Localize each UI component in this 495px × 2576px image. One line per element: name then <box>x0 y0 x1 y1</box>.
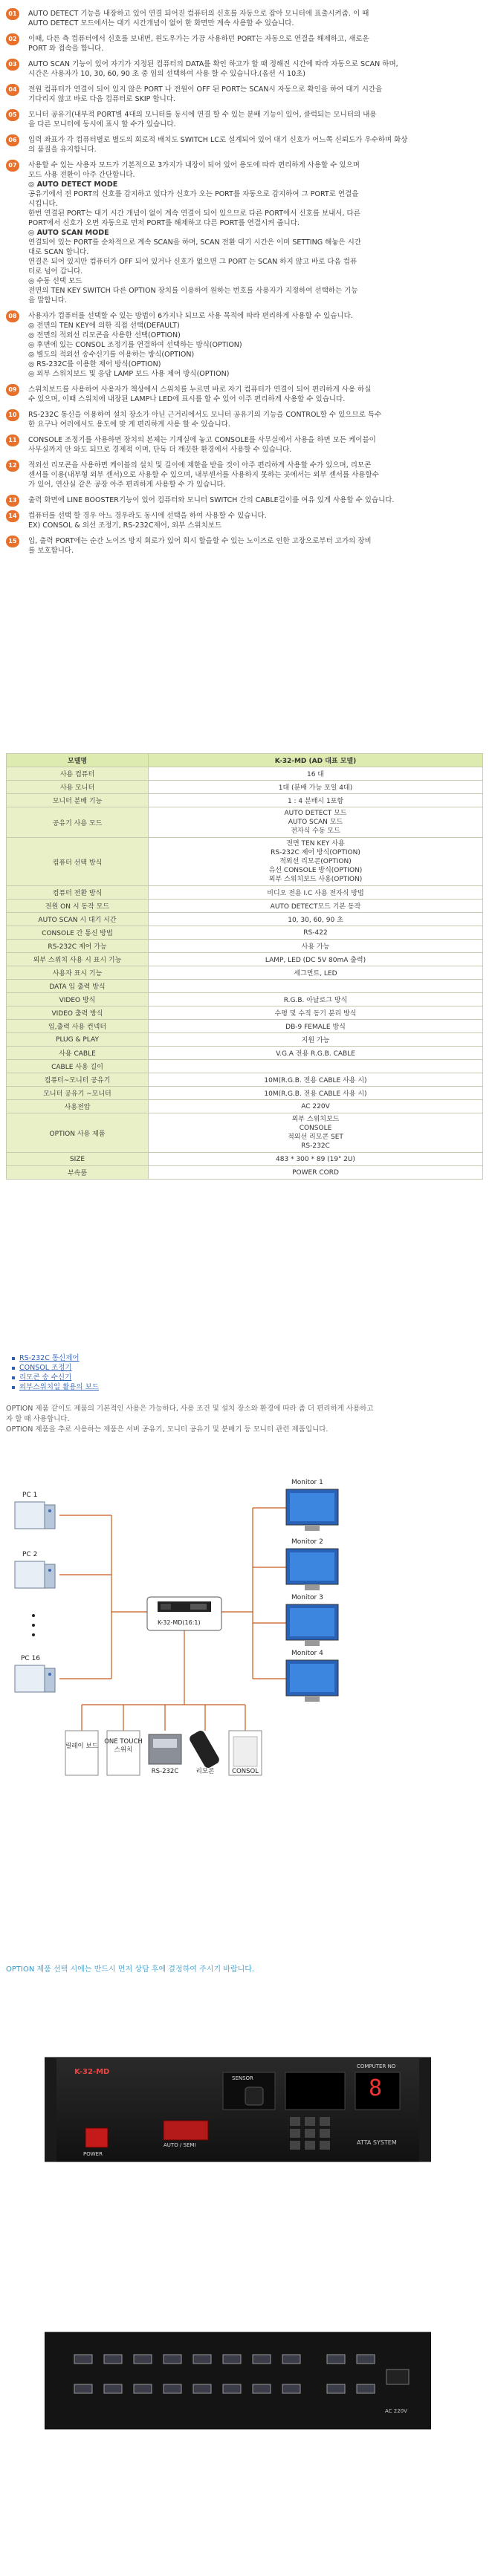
spec-row <box>7 767 483 781</box>
feature-text: ◎ 전면의 TEN KEY에 의한 직접 선택(DEFAULT) <box>28 322 180 330</box>
feature-text: 대로 SCAN 합니다. <box>28 248 89 256</box>
feature-number-badge: 11 <box>6 435 19 446</box>
feature-text: 가 있어, 연산실 같은 공장 아주 편리하게 사용할 수 가 있습니다. <box>28 481 226 489</box>
monitor-2-icon <box>286 1549 338 1590</box>
option-intro <box>6 1404 489 1435</box>
spec-label: RS-232C 제어 가능 <box>7 940 149 953</box>
monitor-1-icon <box>286 1489 338 1531</box>
option-note: OPTION 제품 선택 시에는 반드시 먼저 상담 후에 결정하여 주시기 바랍니다. <box>6 1965 255 1974</box>
spec-row <box>7 1073 483 1087</box>
spec-value-line: CONSOLE <box>299 1125 332 1132</box>
spec-row <box>7 807 483 838</box>
spec-row <box>7 781 483 794</box>
front-panel-photo <box>45 2050 431 2169</box>
link-rs232c[interactable]: RS-232C 통신제어 <box>10 1353 99 1363</box>
spec-table <box>6 753 483 1180</box>
feature-text: 출력 화면에 LINE BOOSTER기능이 있어 컴퓨터와 모니터 SWITCH 간의 CABLE길이를 여유 있게 사용할 수 있습니다. <box>28 496 395 504</box>
feature-text: ◎ 수동 선택 모드 <box>28 277 82 285</box>
feature-number-badge: 15 <box>6 536 19 547</box>
monitor-4-label: Monitor 4 <box>291 1650 323 1657</box>
feature-text: 모드 사용 전환이 아주 간단합니다. <box>28 171 135 179</box>
spec-value-line: POWER CORD <box>292 1168 339 1177</box>
spec-label: 사용전압 <box>7 1100 149 1113</box>
spec-label: CABLE 사용 길이 <box>7 1060 149 1073</box>
spec-row <box>7 1087 483 1100</box>
rs232c-label: RS-232C <box>151 1768 179 1775</box>
spec-value <box>149 1073 483 1087</box>
feature-text: CONSOLE 조정기를 사용하면 장치의 본체는 기계실에 놓고 CONSOLE를 사무실에서 사용을 하면 모든 케이블이 <box>28 436 376 444</box>
spec-row <box>7 838 483 886</box>
spec-value-line: 16 대 <box>306 771 324 778</box>
option-link-list <box>10 1353 99 1392</box>
spec-value-line: 세그먼트, LED <box>294 970 337 978</box>
spec-value <box>149 966 483 980</box>
feature-number-badge: 08 <box>6 310 19 322</box>
feature-text: EX) CONSOL & 외선 조정기, RS-232C제어, 외부 스위치보드 <box>28 521 222 530</box>
spec-row <box>7 1153 483 1166</box>
spec-value-line: 지원 가능 <box>301 1037 330 1044</box>
feature-number-badge: 12 <box>6 460 19 472</box>
monitor-4-icon <box>286 1660 338 1702</box>
feature-text: 입, 출력 PORT에는 순간 노이즈 방지 회로가 있어 회시 할을할 수 있는 노이즈로 인한 고장으로부터 고가의 장비 <box>28 537 372 545</box>
spec-row <box>7 1020 483 1033</box>
spec-value-line: 10M(R.G.B. 전용 CABLE 사용 시) <box>264 1077 367 1084</box>
spec-label: 전원 ON 시 동작 모드 <box>7 900 149 913</box>
feature-list <box>0 0 495 556</box>
feature-number-badge: 05 <box>6 109 19 121</box>
feature-number-badge: 14 <box>6 510 19 522</box>
spec-value-line: V.G.A 전용 R.G.B. CABLE <box>276 1050 355 1058</box>
spec-value-line: 사용 가능 <box>301 943 330 951</box>
front-brand: ATTA SYSTEM <box>357 2139 397 2146</box>
spec-value-line: 수평 및 수직 동기 분리 방식 <box>274 1010 357 1018</box>
spec-label: AUTO SCAN 시 대기 시간 <box>7 913 149 926</box>
spec-value-line: RS-232C 제어 방식(OPTION) <box>271 849 360 856</box>
feature-item <box>0 311 495 379</box>
link-consol[interactable]: CONSOL 조정기 <box>10 1363 99 1373</box>
feature-text: ◎ 후면에 있는 CONSOL 조정기를 연결하여 선택하는 방식(OPTION) <box>28 341 242 349</box>
spec-value <box>149 1087 483 1100</box>
spec-row <box>7 1166 483 1180</box>
pc-1-label: PC 1 <box>22 1492 38 1499</box>
feature-text: 수 있으며, 이때 스위치에 내장된 LAMP나 LED에 표시를 할 수 있어 이주 편리하게 사용할 수 있습니다. <box>28 395 346 403</box>
feature-text: 을 말합니다. <box>28 296 67 305</box>
link-remote[interactable]: 리모콘 송 수신기 <box>10 1373 99 1382</box>
feature-item <box>0 9 495 28</box>
spec-value <box>149 1060 483 1073</box>
feature-text: ◎ 전면의 적외선 리모콘을 사용한 선택(OPTION) <box>28 331 181 339</box>
feature-number-badge: 02 <box>6 33 19 45</box>
feature-item <box>0 385 495 404</box>
feature-item <box>0 135 495 155</box>
spec-label: 사용자 표시 기능 <box>7 966 149 980</box>
feature-text: 시킵니다. <box>28 200 58 208</box>
feature-text: 시간은 사용자가 10, 30, 60, 90 초 중 임의 선택하여 사용 할 수 있습니다.(옵션 시 10초) <box>28 70 306 78</box>
spec-label: VIDEO 방식 <box>7 993 149 1006</box>
spec-value <box>149 838 483 886</box>
pc-16-icon <box>15 1665 55 1692</box>
spec-value-line: 유선 CONSOLE 방식(OPTION) <box>268 867 363 874</box>
spec-row <box>7 886 483 900</box>
spec-value <box>149 940 483 953</box>
spec-label: PLUG & PLAY <box>7 1033 149 1047</box>
spec-value <box>149 886 483 900</box>
spec-label: 사용 컴퓨터 <box>7 767 149 781</box>
feature-text: AUTO DETECT 기능을 내장하고 있어 연결 되어진 컴퓨터의 신호를 자동으로 잡아 모니터에 표출시켜줌. 이 때 <box>28 10 369 18</box>
kvm-unit-label: K-32-MD(16:1) <box>158 1619 201 1626</box>
spec-label: 입,출력 사용 컨넥터 <box>7 1020 149 1033</box>
spec-row <box>7 980 483 993</box>
front-model: K-32-MD <box>74 2068 110 2076</box>
remote-label: 리모콘 <box>195 1768 215 1775</box>
spec-value-line: AUTO DETECT모드 기본 동작 <box>270 903 361 911</box>
spec-label: 컴퓨터 전환 방식 <box>7 886 149 900</box>
rear-panel-photo <box>45 2325 431 2436</box>
spec-label: 모니터 공유기 ~모니터 <box>7 1087 149 1100</box>
remote-control-icon <box>188 1729 221 1769</box>
spec-value <box>149 993 483 1006</box>
front-computer-no-label: COMPUTER NO <box>357 2063 396 2069</box>
feature-item <box>0 410 495 429</box>
spec-value <box>149 913 483 926</box>
monitor-3-label: Monitor 3 <box>291 1594 323 1601</box>
feature-text: ◎ 별도의 적외선 송수신기를 이용하는 방식(OPTION) <box>28 351 195 359</box>
feature-text: 사용할 수 있는 사용자 모드가 기본적으로 3가지가 내장이 되어 있어 용도에 따라 편리하게 사용할 수 있으며 <box>28 161 360 169</box>
spec-row <box>7 794 483 807</box>
feature-text: 입력 좌표가 각 컴퓨터별로 별도의 회로적 배치도 SWITCH LC로 설계되어 있어 대기 신호가 어느쪽 신뢰도가 우수하며 화상 <box>28 136 408 144</box>
spec-row <box>7 940 483 953</box>
spec-value-line: 적외선 리모콘 SET <box>288 1133 343 1141</box>
spec-label: 모니터 분배 기능 <box>7 794 149 807</box>
spec-value-line: 전자식 수동 모드 <box>291 827 340 835</box>
feature-text: 모니터 공유기(내부적 PORT별 4대의 모니터를 동시에 연결 할 수 있는 분배 기능이 있어, 클럭되는 모니터의 내용 <box>28 111 377 119</box>
spec-value <box>149 953 483 966</box>
feature-text: ◎ 외부 스위치보드 및 응답 LAMP 보드 사용 제어 방식(OPTION) <box>28 370 230 378</box>
feature-text: PORT에서 신호가 오면 자동으로 먼저 PORT를 해제하고 다른 PORT를 연결시켜 줍니다. <box>28 219 300 227</box>
spec-row <box>7 926 483 940</box>
feature-number-badge: 01 <box>6 8 19 20</box>
feature-item <box>0 536 495 556</box>
relay-board-icon <box>65 1731 98 1775</box>
feature-number-badge: 13 <box>6 495 19 507</box>
intro-line: OPTION 제품 같이도 제품의 기본적인 사용은 가능하다, 사용 조건 및 설치 장소와 환경에 따라 좀 더 편리하게 사용하고 <box>6 1405 374 1413</box>
monitor-2-label: Monitor 2 <box>291 1538 323 1546</box>
spec-label: 사용 CABLE <box>7 1047 149 1060</box>
feature-text: ◎ AUTO SCAN MODE <box>28 229 109 237</box>
feature-text: 터로 넘어 갑니다. <box>28 267 83 276</box>
feature-text: RS-232C 통신을 이용하여 설치 장소가 아닌 근거리에서도 모니터 공유기의 기능을 CONTROL할 수 있으므로 특수 <box>28 411 382 419</box>
link-switch-board[interactable]: 외부스위치일 활용의 보드 <box>10 1382 99 1392</box>
pc-2-label: PC 2 <box>22 1551 38 1558</box>
spec-row <box>7 913 483 926</box>
feature-number-badge: 04 <box>6 84 19 96</box>
intro-line: OPTION 제품을 추로 사용하는 제품은 서버 공유기, 모니터 공유기 및 분배기 등 모니터 관련 제품입니다. <box>6 1425 329 1434</box>
consol-label: CONSOL <box>232 1768 259 1775</box>
rs232c-icon <box>149 1734 181 1764</box>
spec-value-line: AUTO DETECT 모드 <box>284 810 347 817</box>
feature-text: 센서를 이용(내부형 외부 센서)으로 사용할 수 있으며, 내부센서를 사용하지 못하는 곳에서는 외부 센서를 사용할수 <box>28 471 379 479</box>
spec-value-line: 적외선 리모콘(OPTION) <box>279 858 352 865</box>
spec-row <box>7 900 483 913</box>
spec-row <box>7 1060 483 1073</box>
feature-text: 기다리지 않고 바로 다음 컴퓨터로 SKIP 합니다. <box>28 95 175 103</box>
spec-header-model: K-32-MD (AD 대표 모델) <box>149 754 483 767</box>
feature-text: 한 요구나 여러에서도 용도에 맞 게 편리하게 사용 할 수 있습니다. <box>28 420 230 429</box>
feature-text: 공유기에서 전 PORT의 신호를 감지하고 있다가 신호가 오는 PORT를 자동으로 감지하여 그 PORT로 연결을 <box>28 190 359 198</box>
feature-text: 사용자가 컴퓨터를 선택할 수 있는 방법이 6가지나 되므로 사용 목적에 따라 편리하게 사용할 수 있습니다. <box>28 312 353 320</box>
monitor-1-label: Monitor 1 <box>291 1479 323 1486</box>
feature-text: 사무실까지 안 와도 되므로 경제적 이며, 단독 더 깨끗한 환경에서 사용할 수 있습니다. <box>28 446 292 454</box>
spec-value-line: 10, 30, 60, 90 초 <box>288 917 343 924</box>
spec-value-line: 비디오 전용 I.C 사용 전자식 방법 <box>267 890 364 897</box>
spec-value-line: 1대 (분배 가능 포일 4대) <box>278 784 353 792</box>
spec-value-line: RS-232C <box>301 1142 330 1150</box>
spec-value <box>149 1033 483 1047</box>
feature-text: 컴퓨터를 선택 할 경우 아느 경우라도 동시에 선택을 하여 사용할 수 있습니다. <box>28 512 267 520</box>
dots-icon <box>32 1614 35 1636</box>
spec-row <box>7 1006 483 1020</box>
spec-row <box>7 966 483 980</box>
feature-text: 연결은 되어 있지만 컴퓨터가 OFF 되어 있거나 신호가 없으면 그 PORT 는 SCAN 하지 않고 바로 다음 컴퓨 <box>28 258 358 266</box>
feature-item <box>0 110 495 129</box>
spec-value <box>149 1166 483 1180</box>
spec-header-row <box>7 754 483 767</box>
feature-item <box>0 461 495 489</box>
spec-label: DATA 입 출력 방식 <box>7 980 149 993</box>
spec-label: 부속품 <box>7 1166 149 1180</box>
feature-item <box>0 511 495 530</box>
spec-value <box>149 900 483 913</box>
feature-text: 스위치보드를 사용하여 사용자가 책상에서 스위치를 누르면 바로 자기 컴퓨터가 연결이 되어 편리하게 사용 하실 <box>28 386 372 394</box>
pc-1-icon <box>15 1502 55 1529</box>
front-sensor-label: SENSOR <box>232 2075 253 2081</box>
spec-label: 공유기 사용 모드 <box>7 807 149 838</box>
spec-value-line: LAMP, LED (DC 5V 80mA 출력) <box>265 957 366 964</box>
spec-label: VIDEO 출력 방식 <box>7 1006 149 1020</box>
rear-ac-label: AC 220V <box>385 2408 407 2414</box>
intro-line: 자 할 때 사용합니다. <box>6 1415 70 1423</box>
spec-row <box>7 953 483 966</box>
spec-value-line: 1 : 4 분배시 1포함 <box>287 798 344 805</box>
spec-label: 컴퓨터~모니터 공유기 <box>7 1073 149 1087</box>
feature-item <box>0 34 495 53</box>
spec-value-line: 전면 TEN KEY 사용 <box>286 840 345 848</box>
feature-number-badge: 09 <box>6 384 19 396</box>
spec-row <box>7 1047 483 1060</box>
spec-value <box>149 1047 483 1060</box>
front-segment-display: 8 <box>369 2075 383 2101</box>
spec-value <box>149 1006 483 1020</box>
feature-item <box>0 85 495 104</box>
spec-label: 사용 모니터 <box>7 781 149 794</box>
monitor-3-icon <box>286 1604 338 1646</box>
feature-text: 연결되어 있는 PORT를 순차적으로 계속 SCAN을 하며, SCAN 전환 대기 시간은 이미 SETTING 해놓은 시간 <box>28 238 361 247</box>
spec-label: SIZE <box>7 1153 149 1166</box>
feature-number-badge: 03 <box>6 59 19 71</box>
pc-2-icon <box>15 1561 55 1588</box>
feature-text: 적외선 리모콘을 사용하면 케이블의 설치 및 길이에 제한을 받을 것이 아주 편리하게 사용할 수가 있으며, 리모콘 <box>28 461 372 469</box>
spec-value-line: 483 * 300 * 89 (19" 2U) <box>276 1155 355 1163</box>
spec-value <box>149 1020 483 1033</box>
feature-number-badge: 06 <box>6 134 19 146</box>
feature-text: 한번 연결된 PORT는 대기 시간 개념이 없이 계속 연결이 되어 있으므로 다른 PORT에서 신호를 보내서, 다른 <box>28 209 360 218</box>
spec-label: CONSOLE 간 통신 방법 <box>7 926 149 940</box>
spec-value <box>149 807 483 838</box>
spec-value-line: DB-9 FEMALE 방식 <box>285 1024 346 1031</box>
spec-value <box>149 794 483 807</box>
feature-text: ◎ AUTO DETECT MODE <box>28 180 118 189</box>
front-auto-semi-label: AUTO / SEMI <box>164 2142 196 2148</box>
spec-value-line: R.G.B. 아날로그 방식 <box>283 997 348 1004</box>
feature-text: 이때, 다른 측 컴퓨터에서 신호를 보내면, 윈도우가는 가끔 사용하던 PORT는 자동으로 연결을 해제하고, 새로운 <box>28 35 369 43</box>
connection-diagram <box>0 1456 495 1827</box>
feature-text: PORT 와 접속을 합니다. <box>28 45 104 53</box>
spec-value <box>149 781 483 794</box>
spec-value-line: AC 220V <box>301 1102 330 1110</box>
feature-text: AUTO SCAN 기능이 있어 자기가 지정된 컴퓨터의 DATA를 확인 하고가 할 때 정해진 시간에 따라 자동으로 SCAN 하며, <box>28 60 398 68</box>
feature-text: 의 품질을 유지합니다. <box>28 146 97 154</box>
spec-value-line: 외부 스위치보드 <box>291 1116 340 1123</box>
spec-label: 외부 스위치 사용 시 표시 기능 <box>7 953 149 966</box>
feature-text: 을 다른 모니터에 동시에 표시 할 수가 있습니다. <box>28 120 176 129</box>
feature-text: 전원 컴퓨터가 연결이 되어 있지 않은 PORT 나 전원이 OFF 된 PORT는 SCAN시 자동으로 확인을 하여 대기 시간을 <box>28 85 383 94</box>
spec-label: 컴퓨터 선택 방식 <box>7 838 149 886</box>
relay-board-label: 릴레이 보드 <box>65 1743 98 1750</box>
feature-item <box>0 495 495 505</box>
feature-text: 전면의 TEN KEY SWITCH 다른 OPTION 장치를 이용하여 원하는 번호를 사용자가 지정하여 선택하는 기능 <box>28 287 358 295</box>
feature-item <box>0 435 495 455</box>
spec-row <box>7 1100 483 1113</box>
spec-value-line: 10M(R.G.B. 전용 CABLE 사용 시) <box>264 1090 367 1098</box>
front-power-label: POWER <box>83 2151 103 2157</box>
spec-value <box>149 1113 483 1153</box>
feature-item <box>0 160 495 305</box>
spec-header-label: 모델명 <box>7 754 149 767</box>
spec-value <box>149 767 483 781</box>
spec-row <box>7 993 483 1006</box>
spec-label: OPTION 사용 제품 <box>7 1113 149 1153</box>
feature-item <box>0 59 495 79</box>
feature-text: 를 보호합니다. <box>28 547 74 555</box>
spec-value-line: RS-422 <box>303 928 328 937</box>
feature-number-badge: 10 <box>6 409 19 421</box>
feature-number-badge: 07 <box>6 160 19 172</box>
spec-value-line: AUTO SCAN 모드 <box>288 819 343 826</box>
spec-value <box>149 926 483 940</box>
spec-value <box>149 1153 483 1166</box>
spec-value-line: 외부 스위치보드 사용(OPTION) <box>268 876 363 883</box>
pc-16-label: PC 16 <box>21 1655 41 1662</box>
one-touch-switch-label: ONE TOUCH 스위치 <box>104 1738 143 1754</box>
feature-text: ◎ RS-232C를 이용한 제어 방식(OPTION) <box>28 360 161 368</box>
feature-text: AUTO DETECT 모드에서는 대기 시간개념이 없어 한 화면만 계속 사용할 수 있습니다. <box>28 19 294 27</box>
spec-value <box>149 980 483 993</box>
spec-row <box>7 1113 483 1153</box>
spec-value <box>149 1100 483 1113</box>
spec-row <box>7 1033 483 1047</box>
